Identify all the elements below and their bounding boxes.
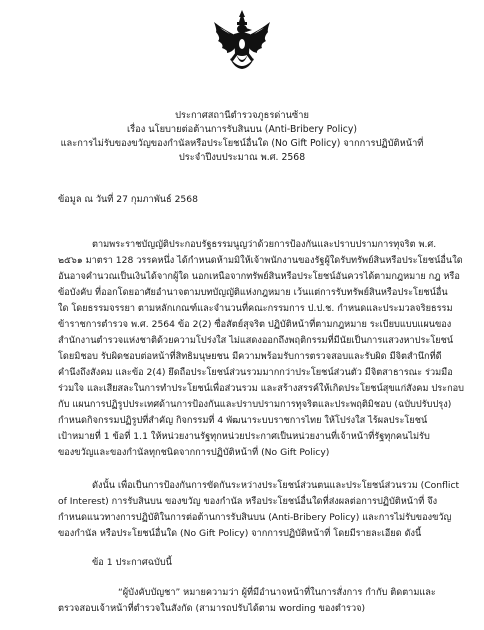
paragraph-line: อันอาจคำนวณเป็นเงินได้จากผู้ใด นอกเหนือจากทรัพย์สินหรือประโยชน์อันควรได้ตามกฎหมาย กฎ หรือ [58,271,460,282]
paragraph-line: ร่วมใจ และเสียสละในการทำประโยชน์เพื่อส่วนรวม และสร้างสรรค์ให้เกิดประโยชน์สุขแก่สังคม ประกอบ [58,383,464,394]
paragraph-line: ข้าราชการตำรวจ พ.ศ. 2564 ข้อ 2(2) ซื่อสัตย์สุจริต ปฏิบัติหน้าที่ตามกฎหมาย ระเบียบแบบแผนของ [58,319,452,330]
section-heading: ข้อ 1 ประกาศฉบับนี้ [92,557,172,568]
paragraph-line: เป้าหมายที่ 1 ข้อที่ 1.1 ให้หน่วยงานรัฐทุกหน่วยประกาศเป็นหน่วยงานที่เจ้าหน้าที่รัฐทุกคนไม่รับ [58,431,430,442]
paragraph-line: กำหนดกิจกรรมปฏิรูปที่สำคัญ กิจกรรมที่ 4 พัฒนาระบบราชการไทย ให้โปร่งใส ไร้ผลประโยชน์ [58,415,428,426]
paragraph-line: ตามพระราชบัญญัติประกอบรัฐธรรมนูญว่าด้วยการป้องกันและปราบปรามการทุจริต พ.ศ. [92,239,437,250]
document-heading-subject: เรื่อง นโยบายต่อต้านการรับสินบน (Anti-Bribery Policy) [126,124,357,135]
garuda-emblem-icon [212,8,272,74]
paragraph-line: ดังนั้น เพื่อเป็นการป้องกันการขัดกันระหว่างประโยชน์ส่วนตนและประโยชน์ส่วนรวม (Conflict [92,480,460,491]
paragraph-line: of Interest) การรับสินบน ของขวัญ ของกำนัล หรือประโยชน์อื่นใดที่ส่งผลต่อการปฏิบัติหน้าที่ จึง [58,496,438,507]
document-heading-agency: ประกาศสถานีตำรวจภูธรด่านซ้าย [175,110,309,121]
paragraph-line: ของกำนัล หรือประโยชน์อื่นใด (No Gift Policy) จากการปฏิบัติหน้าที่ โดยมีรายละเอียด ดังนี้ [58,528,422,539]
paragraph-line: กำหนดแนวทางการปฏิบัติในการต่อต้านการรับสินบน (Anti-Bribery Policy) และการไม่รับของขวัญ [58,512,452,523]
date-line: ข้อมูล ณ วันที่ 27 กุมภาพันธ์ 2568 [58,194,198,205]
paragraph-line: ตรวจสอบเจ้าหน้าที่ตำรวจในสังกัด (สามารถปรับได้ตาม wording ของตำรวจ) [58,603,366,614]
paragraph-line: ของขวัญและของกำนัลทุกชนิดจากการปฏิบัติหน้าที่ (No Gift Policy) [58,447,330,458]
document-heading-fiscal-year: ประจำปีงบประมาณ พ.ศ. 2568 [178,152,306,163]
paragraph-line: กับ แผนการปฏิรูปประเทศด้านการป้องกันและปราบปรามการทุจริตและประพฤติมิชอบ (ฉบับปรับปรุง) [58,399,452,410]
document-heading-subject-cont: และการไม่รับของขวัญของกำนัลหรือประโยชน์อื่นใด (No Gift Policy) จากการปฏิบัติหน้าที่ [60,138,424,149]
paragraph-line: ข้อบังคับ ที่ออกโดยอาศัยอำนาจตามบทบัญญัติแห่งกฎหมาย เว้นแต่การรับทรัพย์สินหรือประโยชน์อื่น [58,287,448,298]
paragraph-line: สำนักงานตำรวจแห่งชาติด้วยความโปร่งใส ไม่แสดงออกถึงพฤติกรรมที่มีนัยเป็นการแสวงหาประโยชน์ [58,335,454,346]
paragraph-line: ๒๕๖๑ มาตรา 128 วรรคหนึ่ง ได้กำหนดห้ามมิให้เจ้าพนักงานของรัฐผู้ใดรับทรัพย์สินหรือประโยชน์อื่นใด [58,255,463,266]
paragraph-line: “ผู้บังคับบัญชา” หมายความว่า ผู้ที่มีอำนาจหน้าที่ในการสั่งการ กำกับ ติดตามและ [118,587,436,598]
paragraph-line: ใด โดยธรรมจรรยา ตามหลักเกณฑ์และจำนวนที่คณะกรรมการ ป.ป.ช. กำหนดและประมวลจริยธรรม [58,303,453,314]
paragraph-line: คำนึงถึงสังคม และข้อ 2(4) ยึดถือประโยชน์ส่วนรวมมากกว่าประโยชน์ส่วนตัว มีจิตสาธารณะ ร่วมมือ [58,367,453,378]
paragraph-line: โดยมิชอบ รับผิดชอบต่อหน้าที่สิทธิมนุษยชน มีความพร้อมรับการตรวจสอบและรับผิด มีจิตสำนึกที่ดี [58,351,442,362]
